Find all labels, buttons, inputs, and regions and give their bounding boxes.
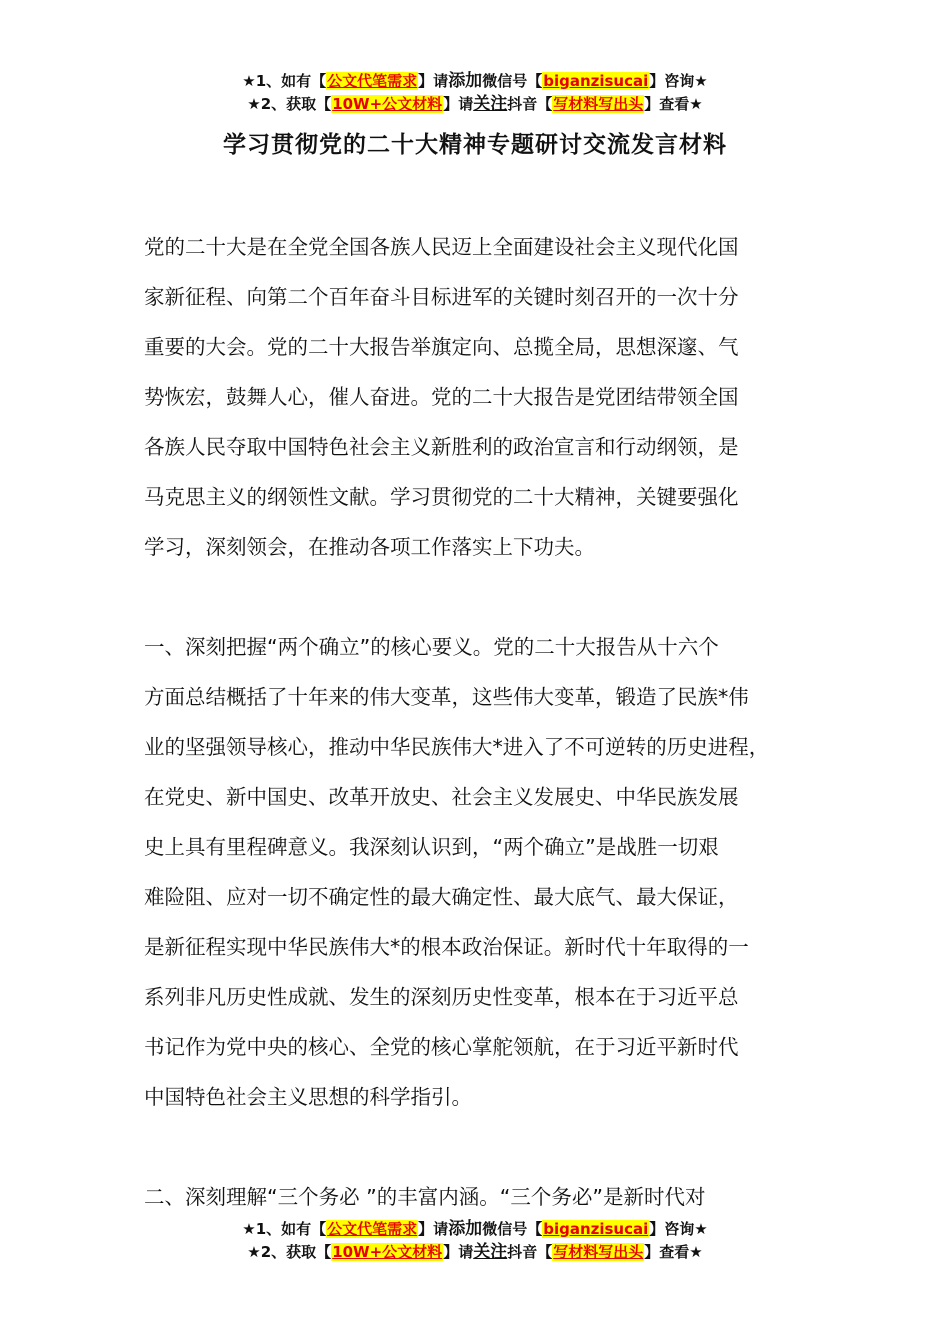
intro-paragraph	[144, 222, 810, 572]
text-line: 系列非凡历史性成就、发生的深刻历史性变革，根本在于习近平总	[144, 985, 739, 1009]
text-line: 各族人民夺取中国特色社会主义新胜利的政治宣言和行动纲领，是	[144, 435, 739, 459]
ad-highlight-materials: 10W+公文材料	[332, 95, 443, 113]
ad-line-1-prefix: ★1、如有【	[242, 72, 327, 90]
text-line: 书记作为党中央的核心、全党的核心掌舵领航，在于习近平新时代	[144, 1035, 739, 1059]
ad-line-1-mid: 】请	[418, 1220, 449, 1238]
text-line: 家新征程、向第二个百年奋斗目标进军的关键时刻召开的一次十分	[144, 285, 739, 309]
text-line: 马克思主义的纲领性文献。学习贯彻党的二十大精神，关键要强化	[144, 485, 739, 509]
ad-line-1-prefix: ★1、如有【	[242, 1220, 327, 1238]
ad-highlight-wechat-id: biganzisucai	[543, 1220, 649, 1238]
text-line: 业的坚强领导核心，推动中华民族伟大*进入了不可逆转的历史进程，	[144, 735, 770, 759]
text-line: 学习，深刻领会，在推动各项工作落实上下功夫。	[144, 535, 595, 559]
ad-line-1-emphasis: 添加	[448, 71, 483, 91]
text-line: 难险阻、应对一切不确定性的最大确定性、最大底气、最大保证，	[144, 885, 739, 909]
ad-line-2-mid2: 抖音【	[507, 95, 553, 113]
text-line: 势恢宏，鼓舞人心，催人奋进。党的二十大报告是党团结带领全国	[144, 385, 739, 409]
ad-line-1-mid2: 微信号【	[482, 72, 543, 90]
ad-highlight-douyin-account: 写材料写出头	[553, 95, 644, 113]
text-line: 党的二十大是在全党全国各族人民迈上全面建设社会主义现代化国	[144, 235, 739, 259]
ad-line-1-suffix: 】咨询★	[649, 72, 708, 90]
ad-line-2-emphasis: 关注	[473, 94, 508, 114]
section-1-paragraph	[144, 622, 810, 1122]
ad-line-1-emphasis: 添加	[448, 1219, 483, 1239]
text-line: 在党史、新中国史、改革开放史、社会主义发展史、中华民族发展	[144, 785, 739, 809]
ad-line-2-mid2: 抖音【	[507, 1243, 553, 1261]
ad-line-1	[0, 1218, 950, 1241]
ad-highlight-wechat-id: biganzisucai	[543, 72, 649, 90]
header-ad-banner	[0, 70, 950, 116]
text-line: 方面总结概括了十年来的伟大变革，这些伟大变革，锻造了民族*伟	[144, 685, 749, 709]
paragraph-spacer	[144, 572, 810, 622]
ad-line-2-mid: 】请	[443, 95, 474, 113]
ad-line-1-suffix: 】咨询★	[649, 1220, 708, 1238]
document-body	[144, 222, 810, 1222]
ad-highlight-douyin-account: 写材料写出头	[553, 1243, 644, 1261]
ad-line-2	[0, 93, 950, 116]
text-line: 是新征程实现中华民族伟大*的根本政治保证。新时代十年取得的一	[144, 935, 749, 959]
text-line: 重要的大会。党的二十大报告举旗定向、总揽全局，思想深邃、气	[144, 335, 739, 359]
text-line: 二、深刻理解“三个务必 ”的丰富内涵。“三个务必”是新时代对	[144, 1185, 706, 1209]
document-title: 学习贯彻党的二十大精神专题研讨交流发言材料	[223, 132, 727, 158]
ad-line-2-prefix: ★2、获取【	[247, 1243, 332, 1261]
text-line: 一、深刻把握“两个确立”的核心要义。党的二十大报告从十六个	[144, 635, 719, 659]
ad-highlight-writing-service: 公文代笔需求	[327, 1220, 418, 1238]
ad-line-2-emphasis: 关注	[473, 1242, 508, 1262]
ad-line-1-mid: 】请	[418, 72, 449, 90]
ad-line-2-suffix: 】查看★	[644, 1243, 703, 1261]
footer-ad-banner	[0, 1218, 950, 1264]
paragraph-spacer	[144, 1122, 810, 1172]
section-2-paragraph	[144, 1172, 810, 1222]
ad-line-1	[0, 70, 950, 93]
ad-line-2-mid: 】请	[443, 1243, 474, 1261]
ad-line-2	[0, 1241, 950, 1264]
ad-line-2-prefix: ★2、获取【	[247, 95, 332, 113]
ad-highlight-materials: 10W+公文材料	[332, 1243, 443, 1261]
ad-highlight-writing-service: 公文代笔需求	[327, 72, 418, 90]
ad-line-1-mid2: 微信号【	[482, 1220, 543, 1238]
ad-line-2-suffix: 】查看★	[644, 95, 703, 113]
text-line: 中国特色社会主义思想的科学指引。	[144, 1085, 472, 1109]
text-line: 史上具有里程碑意义。我深刻认识到，“两个确立”是战胜一切艰	[144, 835, 719, 859]
